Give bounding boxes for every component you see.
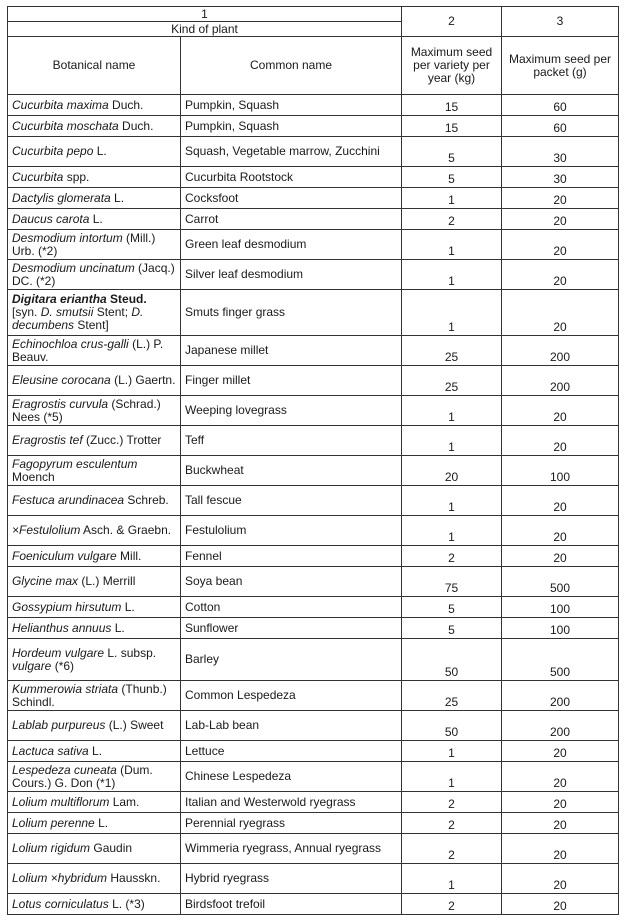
max-per-packet-cell: 60 <box>502 116 619 137</box>
botanical-name-cell <box>8 456 181 486</box>
column-number-3: 3 <box>502 7 619 37</box>
max-per-variety-cell: 5 <box>402 618 502 639</box>
common-name-cell: Perennial ryegrass <box>181 813 402 834</box>
botanical-authority: (Thunb.) Schindl. <box>12 681 167 709</box>
max-per-packet-header: Maximum seed per packet (g) <box>502 37 619 95</box>
common-name-cell: Lettuce <box>181 741 402 762</box>
header-number-row <box>8 7 619 22</box>
botanical-genus-species: Hordeum vulgare <box>12 645 105 660</box>
common-name-cell: Japanese millet <box>181 336 402 366</box>
max-per-variety-cell: 2 <box>402 834 502 864</box>
botanical-authority: Lam. <box>109 794 140 809</box>
botanical-authority: spp. <box>63 169 90 184</box>
botanical-authority: Schreb. <box>124 493 169 507</box>
common-name-cell: Pumpkin, Squash <box>181 116 402 137</box>
synonym-name: D. decumbens <box>12 305 144 332</box>
table-row <box>8 260 619 290</box>
botanical-authority: (Dum. Cours.) G. Don (*1) <box>12 762 153 790</box>
botanical-authority: (Zucc.) Trotter <box>82 433 162 447</box>
max-per-packet-cell: 20 <box>502 290 619 336</box>
botanical-authority: L. <box>88 743 103 758</box>
table-row <box>8 813 619 834</box>
max-per-variety-cell: 50 <box>402 639 502 681</box>
botanical-authority: Moench <box>12 469 55 484</box>
column-number-2: 2 <box>402 7 502 37</box>
common-name-cell: Fennel <box>181 546 402 567</box>
common-name-cell: Common Lespedeza <box>181 681 402 711</box>
botanical-genus-species: Dactylis glomerata <box>12 190 111 205</box>
botanical-name-cell <box>8 864 181 894</box>
max-per-variety-cell: 1 <box>402 741 502 762</box>
common-name-cell: Pumpkin, Squash <box>181 95 402 116</box>
max-per-variety-cell: 1 <box>402 516 502 546</box>
botanical-name-cell <box>8 762 181 792</box>
common-name-cell: Wimmeria ryegrass, Annual ryegrass <box>181 834 402 864</box>
botanical-name-cell <box>8 741 181 762</box>
max-per-packet-cell: 20 <box>502 426 619 456</box>
botanical-authority: Steud. <box>106 292 147 306</box>
max-per-packet-cell: 200 <box>502 681 619 711</box>
max-per-packet-cell: 30 <box>502 137 619 167</box>
max-per-variety-cell: 15 <box>402 95 502 116</box>
botanical-genus-species: Eragrostis tef <box>12 433 83 447</box>
common-name-cell: Tall fescue <box>181 486 402 516</box>
common-name-cell: Finger millet <box>181 366 402 396</box>
common-name-cell: Chinese Lespedeza <box>181 762 402 792</box>
botanical-name-cell <box>8 546 181 567</box>
max-per-packet-cell: 200 <box>502 336 619 366</box>
botanical-authority: Duch. <box>108 97 144 112</box>
botanical-genus-species: Foeniculum vulgare <box>12 548 117 563</box>
table-row <box>8 396 619 426</box>
max-per-variety-cell: 2 <box>402 209 502 230</box>
botanical-genus-species: Cucurbita maxima <box>12 97 109 112</box>
botanical-authority: Duch. <box>118 118 154 133</box>
botanical-genus-species: Lolium perenne <box>12 815 95 830</box>
botanical-genus-species: Digitara eriantha <box>12 292 107 306</box>
botanical-name-cell <box>8 711 181 741</box>
table-row <box>8 597 619 618</box>
botanical-genus-species: Lolium ×hybridum <box>12 871 108 885</box>
botanical-genus-species: Festuca arundinacea <box>12 493 125 507</box>
botanical-name-cell <box>8 116 181 137</box>
max-per-packet-cell: 20 <box>502 188 619 209</box>
seed-quantity-table <box>7 6 619 915</box>
botanical-genus-species: Desmodium intortum <box>12 230 123 245</box>
botanical-name-cell <box>8 639 181 681</box>
table-row <box>8 486 619 516</box>
max-per-packet-cell: 20 <box>502 209 619 230</box>
botanical-name-cell <box>8 426 181 456</box>
max-per-variety-cell: 75 <box>402 567 502 597</box>
max-per-packet-cell: 20 <box>502 546 619 567</box>
table-row <box>8 639 619 681</box>
max-per-variety-cell: 15 <box>402 116 502 137</box>
max-per-variety-cell: 1 <box>402 426 502 456</box>
botanical-authority: (L.) Sweet <box>105 718 164 732</box>
table-row <box>8 762 619 792</box>
common-name-cell: Sunflower <box>181 618 402 639</box>
botanical-name-cell <box>8 188 181 209</box>
max-per-variety-header: Maximum seed per variety per year (kg) <box>402 37 502 95</box>
max-per-variety-cell: 25 <box>402 681 502 711</box>
botanical-name-cell <box>8 396 181 426</box>
botanical-genus-species: Desmodium uncinatum <box>12 260 135 275</box>
common-name-cell: Teff <box>181 426 402 456</box>
botanical-genus-species: Cucurbita moschata <box>12 118 119 133</box>
botanical-name-cell <box>8 209 181 230</box>
botanical-genus-species: Glycine max <box>12 574 79 588</box>
botanical-name-cell <box>8 366 181 396</box>
botanical-genus-species: Gossypium hirsutum <box>12 599 122 614</box>
common-name-cell: Lab-Lab bean <box>181 711 402 741</box>
table-row <box>8 209 619 230</box>
max-per-packet-cell: 20 <box>502 260 619 290</box>
max-per-packet-cell: 20 <box>502 396 619 426</box>
botanical-authority: (Mill.) Urb. (*2) <box>12 230 156 258</box>
botanical-name-cell <box>8 813 181 834</box>
max-per-variety-cell: 1 <box>402 260 502 290</box>
table-row <box>8 516 619 546</box>
botanical-name-cell <box>8 792 181 813</box>
botanical-genus-species: Lespedeza cuneata <box>12 762 117 777</box>
table-row <box>8 456 619 486</box>
max-per-packet-cell: 20 <box>502 762 619 792</box>
max-per-variety-cell: 25 <box>402 366 502 396</box>
table-row <box>8 426 619 456</box>
botanical-genus-species: Kummerowia striata <box>12 681 119 696</box>
botanical-authority: Asch. & Graebn. <box>80 523 172 537</box>
max-per-variety-cell: 2 <box>402 792 502 813</box>
table-row <box>8 894 619 915</box>
max-per-packet-cell: 20 <box>502 813 619 834</box>
table-row <box>8 336 619 366</box>
botanical-name-cell <box>8 597 181 618</box>
botanical-authority: L. (*3) <box>108 896 145 911</box>
botanical-name-cell <box>8 618 181 639</box>
botanical-name-cell <box>8 681 181 711</box>
table-row <box>8 116 619 137</box>
max-per-variety-cell: 2 <box>402 813 502 834</box>
table-row <box>8 864 619 894</box>
botanical-name-cell <box>8 486 181 516</box>
botanical-name-cell <box>8 137 181 167</box>
table-row <box>8 290 619 336</box>
max-per-packet-cell: 20 <box>502 792 619 813</box>
max-per-variety-cell: 1 <box>402 188 502 209</box>
botanical-authority: (L.) P. Beauv. <box>12 336 164 364</box>
botanical-authority: Gaudin <box>90 841 133 855</box>
botanical-name-cell <box>8 516 181 546</box>
max-per-variety-cell: 5 <box>402 597 502 618</box>
common-name-cell: Squash, Vegetable marrow, Zucchini <box>181 137 402 167</box>
common-name-cell: Italian and Westerwold ryegrass <box>181 792 402 813</box>
max-per-variety-cell: 1 <box>402 762 502 792</box>
botanical-subspecies: vulgare <box>12 658 52 673</box>
botanical-authority: (L.) Gaertn. <box>110 373 176 387</box>
botanical-note: (*6) <box>51 658 75 673</box>
common-name-cell: Soya bean <box>181 567 402 597</box>
botanical-authority: L. <box>89 211 103 226</box>
max-per-packet-cell: 200 <box>502 711 619 741</box>
common-name-cell: Cotton <box>181 597 402 618</box>
table-row <box>8 792 619 813</box>
botanical-name-cell <box>8 834 181 864</box>
max-per-variety-cell: 1 <box>402 230 502 260</box>
header-columns-row <box>8 37 619 95</box>
botanical-genus-species: Lolium rigidum <box>12 841 91 855</box>
column-group-number-1: 1 <box>8 7 402 22</box>
botanical-genus-species: Daucus carota <box>12 211 90 226</box>
common-name-cell: Silver leaf desmodium <box>181 260 402 290</box>
synonym-authority: Stent] <box>74 318 109 332</box>
max-per-packet-cell: 500 <box>502 639 619 681</box>
botanical-genus-species: Cucurbita <box>12 169 64 184</box>
synonym-text: [syn. <box>12 305 41 319</box>
common-name-cell: Weeping lovegrass <box>181 396 402 426</box>
table-row <box>8 137 619 167</box>
common-name-cell: Barley <box>181 639 402 681</box>
botanical-genus-species: Echinochloa crus-galli <box>12 336 129 351</box>
botanical-name-cell <box>8 95 181 116</box>
botanical-authority: (Jacq.) DC. (*2) <box>12 260 175 288</box>
max-per-variety-cell: 25 <box>402 336 502 366</box>
common-name-header: Common name <box>181 37 402 95</box>
table-row <box>8 188 619 209</box>
botanical-genus-species: Fagopyrum esculentum <box>12 456 138 471</box>
botanical-name-cell <box>8 260 181 290</box>
max-per-packet-cell: 100 <box>502 618 619 639</box>
max-per-packet-cell: 20 <box>502 741 619 762</box>
botanical-genus-species: ×Festulolium <box>12 523 81 537</box>
max-per-variety-cell: 1 <box>402 864 502 894</box>
max-per-packet-cell: 20 <box>502 864 619 894</box>
max-per-variety-cell: 1 <box>402 486 502 516</box>
max-per-packet-cell: 20 <box>502 516 619 546</box>
common-name-cell: Cocksfoot <box>181 188 402 209</box>
table-row <box>8 95 619 116</box>
botanical-genus-species: Helianthus annuus <box>12 620 112 635</box>
max-per-variety-cell: 20 <box>402 456 502 486</box>
table-row <box>8 567 619 597</box>
common-name-cell: Buckwheat <box>181 456 402 486</box>
botanical-authority: (L.) Merrill <box>78 574 136 588</box>
botanical-genus-species: Lablab purpureus <box>12 718 106 732</box>
max-per-packet-cell: 200 <box>502 366 619 396</box>
botanical-genus-species: Lotus corniculatus <box>12 896 109 911</box>
max-per-packet-cell: 20 <box>502 894 619 915</box>
botanical-authority: Mill. <box>116 548 142 563</box>
botanical-authority: Hausskn. <box>107 871 161 885</box>
max-per-variety-cell: 50 <box>402 711 502 741</box>
table-row <box>8 711 619 741</box>
max-per-packet-cell: 20 <box>502 230 619 260</box>
botanical-name-cell <box>8 336 181 366</box>
max-per-variety-cell: 2 <box>402 546 502 567</box>
synonym-authority: Stent; <box>93 305 132 319</box>
botanical-genus-species: Eleusine corocana <box>12 373 111 387</box>
botanical-genus-species: Lactuca sativa <box>12 743 89 758</box>
kind-of-plant-header: Kind of plant <box>8 22 402 37</box>
table-row <box>8 618 619 639</box>
max-per-packet-cell: 500 <box>502 567 619 597</box>
botanical-name-cell <box>8 567 181 597</box>
common-name-cell: Smuts finger grass <box>181 290 402 336</box>
botanical-authority: L. <box>111 620 125 635</box>
common-name-cell: Hybrid ryegrass <box>181 864 402 894</box>
botanical-authority: L. <box>93 144 107 158</box>
max-per-packet-cell: 60 <box>502 95 619 116</box>
botanical-name-cell <box>8 167 181 188</box>
table-row <box>8 366 619 396</box>
botanical-authority: L. <box>121 599 135 614</box>
botanical-genus-species: Lolium multiflorum <box>12 794 110 809</box>
max-per-variety-cell: 5 <box>402 167 502 188</box>
table-row <box>8 741 619 762</box>
max-per-packet-cell: 100 <box>502 456 619 486</box>
max-per-packet-cell: 20 <box>502 834 619 864</box>
botanical-name-header: Botanical name <box>8 37 181 95</box>
botanical-name-cell <box>8 290 181 336</box>
botanical-genus-species: Eragrostis curvula <box>12 396 109 411</box>
botanical-name-cell <box>8 894 181 915</box>
table-row <box>8 834 619 864</box>
synonym-name: D. smutsii <box>40 305 94 319</box>
table-row <box>8 546 619 567</box>
max-per-variety-cell: 1 <box>402 290 502 336</box>
max-per-packet-cell: 20 <box>502 486 619 516</box>
botanical-name-cell <box>8 230 181 260</box>
botanical-authority: (Schrad.) Nees (*5) <box>12 396 161 424</box>
botanical-authority: L. <box>94 815 109 830</box>
common-name-cell: Carrot <box>181 209 402 230</box>
document-page <box>7 6 618 915</box>
botanical-authority: L. subsp. <box>104 645 157 660</box>
table-row <box>8 681 619 711</box>
max-per-packet-cell: 100 <box>502 597 619 618</box>
max-per-packet-cell: 30 <box>502 167 619 188</box>
max-per-variety-cell: 1 <box>402 396 502 426</box>
table-row <box>8 167 619 188</box>
common-name-cell: Cucurbita Rootstock <box>181 167 402 188</box>
max-per-variety-cell: 5 <box>402 137 502 167</box>
botanical-genus-species: Cucurbita pepo <box>12 144 94 158</box>
common-name-cell: Festulolium <box>181 516 402 546</box>
common-name-cell: Birdsfoot trefoil <box>181 894 402 915</box>
botanical-authority: L. <box>110 190 125 205</box>
table-row <box>8 230 619 260</box>
max-per-variety-cell: 2 <box>402 894 502 915</box>
common-name-cell: Green leaf desmodium <box>181 230 402 260</box>
